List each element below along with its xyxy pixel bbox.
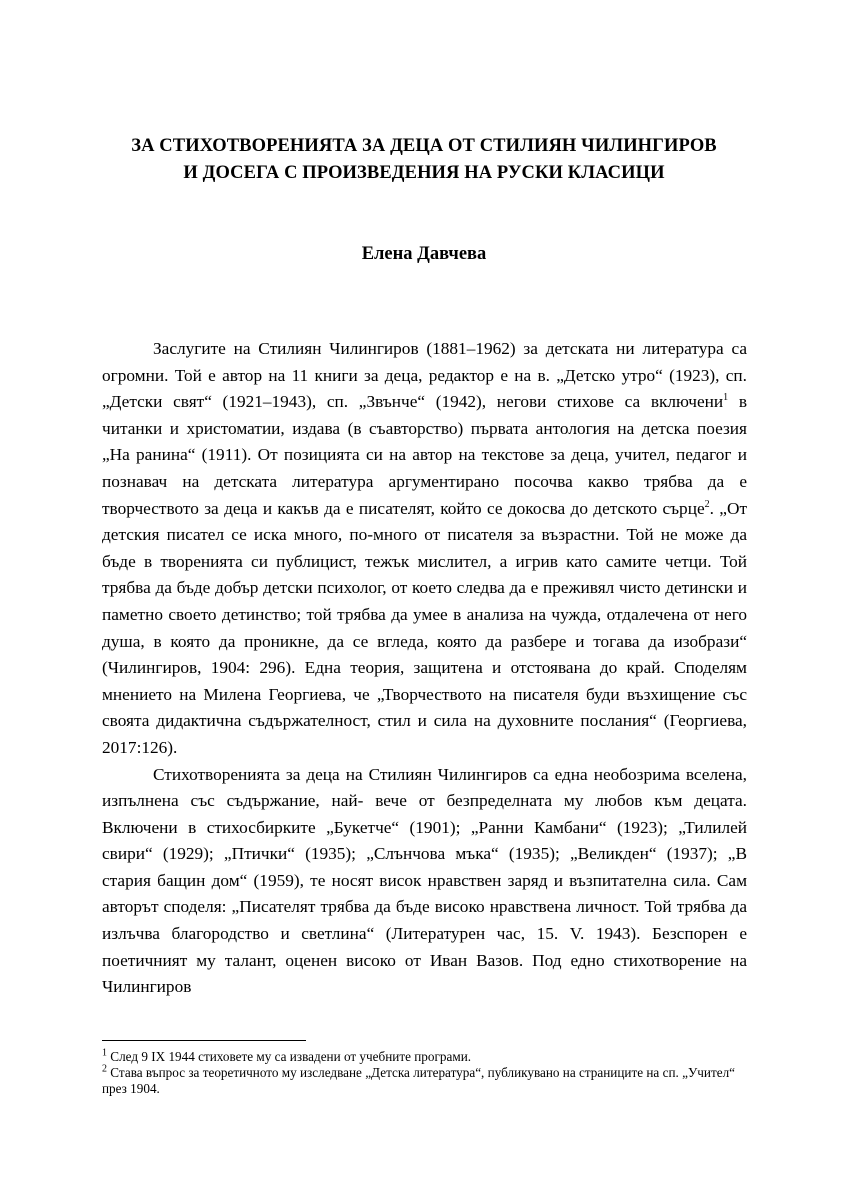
paragraph-1-part-2: в читанки и христоматии, издава (в съавторство) първата антология на детска поезия „На ранина“ (1911). От позицията си на автор на текстове за деца, учител, педагог и познавач на детската литература аргументирано посочва какво трябва да е творчеството за деца и какъв да е писателят, който се докосва до детското сърце (102, 392, 748, 518)
paragraph-1-part-1: Заслугите на Стилиян Чилингиров (1881–1962) за детската ни литература са огромни. Той е автор на 11 книги за деца, редактор е на в. „Детско утро“ (1923), сп. „Детски свят“ (1921–1943), сп. „Звънче“ (1942), негови стихове са включени (102, 339, 747, 412)
footnote-2 (102, 1065, 747, 1097)
title-line-2: И ДОСЕГА С ПРОИЗВЕДЕНИЯ НА РУСКИ КЛАСИЦИ (183, 163, 665, 183)
article-body (102, 336, 747, 1001)
paragraph-1-part-3: . „От детския писател се иска много, по-много от писателя за възрастни. Той не може да бъде в творенията си публицист, тежък мислител, а игрив като самите четци. Той трябва да бъде добър детски психолог, от което следва да е преживял чисто детински и паметно своето детинство; той трябва да умее в анализа на чужда, отдалечена от него душа, в която да проникне, да се вгледа, която да разбере и тогава да изобрази“ (Чилингиров, 1904: 296). Една теория, защитена и отстоявана до край. Споделям мнението на Милена Георгиева, че „Творчеството на писателя буди възхищение със своята дидактична съдържателност, стил и сила на духовните послания“ (Георгиева, 2017:126). (102, 498, 748, 757)
footnote-1 (102, 1049, 747, 1065)
footnote-1-text: След 9 IX 1944 стиховете му са извадени от учебните програми. (107, 1049, 472, 1064)
footnote-ref-2: 2 (704, 498, 710, 510)
paragraph-2: Стихотворенията за деца на Стилиян Чилингиров са една необозрима вселена, изпълнена със съдържание, най- вече от безпределната му любов към децата. Включени в стихосбирките „Букетче“ (1901); „Ранни Камбани“ (1923); „Тилилей свири“ (1929); „Птички“ (1935); „Слънчова мъка“ (1935); „Великден“ (1937); „В стария бащин дом“ (1959), те носят висок нравствен заряд и възпитателна сила. Сам авторът споделя: „Писателят трябва да бъде високо нравствена личност. Той трябва да излъчва благородство и светлина“ (Литературен час, 15. V. 1943). Безспорен е поетичният му талант, оценен високо от Иван Вазов. Под едно стихотворение на Чилингиров (102, 764, 747, 997)
paragraph-1 (102, 336, 747, 762)
title-line-1: ЗА СТИХОТВОРЕНИЯТА ЗА ДЕЦА ОТ СТИЛИЯН ЧИЛИНГИРОВ (131, 136, 717, 156)
footnote-2-number: 2 (102, 1063, 107, 1075)
footnote-2-text: Става въпрос за теоретичното му изследване „Детска литература“, публикувано на страниците на сп. „Учител“ през 1904. (102, 1065, 736, 1096)
footnote-ref-1: 1 (723, 392, 729, 404)
page-title (88, 133, 760, 187)
footnotes (102, 1049, 747, 1097)
footnote-separator (102, 1040, 306, 1041)
footnote-1-number: 1 (102, 1047, 107, 1059)
author-name: Елена Давчева (361, 244, 487, 264)
